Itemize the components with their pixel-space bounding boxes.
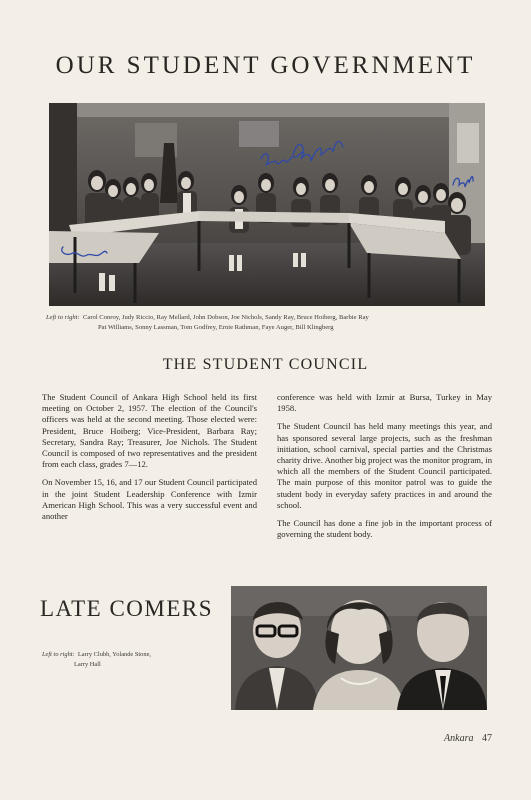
student-council-photo [49, 103, 485, 306]
section-heading: THE STUDENT COUNCIL [162, 356, 369, 373]
publication-name: Ankara [444, 733, 474, 744]
council-photo-caption [46, 313, 491, 333]
caption-names-line-1: Carol Conroy, Judy Riccio, Ray Mellard, John Dobson, Joe Nichols, Sandy Ray, Bruce Hoiberg, Barbie Ray [83, 314, 369, 321]
page-footer [0, 733, 492, 744]
caption-names-line-2: Pat Williams, Sonny Lassman, Tom Godfrey, Ernie Rathman, Faye Auger, Bill Klingberg [98, 324, 334, 331]
caption-lead: Left to right: [42, 651, 75, 658]
paragraph: conference was held with Izmir at Bursa, Turkey in May 1958. [277, 392, 492, 414]
paragraph: The Council has done a fine job in the important process of governing the student body. [277, 518, 492, 540]
article-column-left [42, 392, 257, 529]
caption-lead: Left to right: [46, 314, 80, 321]
page-title: OUR STUDENT GOVERNMENT [55, 52, 476, 79]
caption-names-line-2: Larry Hall [74, 661, 101, 668]
latecomers-photo [231, 586, 487, 710]
paragraph: On November 15, 16, and 17 our Student Council participated in the joint Student Leadership Conference with Izmir American High School. This was a very successful event and another [42, 477, 257, 522]
latecomers-heading: LATE COMERS [40, 596, 214, 621]
article-column-right [277, 392, 492, 547]
caption-names-line-1: Larry Clubb, Yolande Stone, [77, 651, 152, 658]
page-number: 47 [482, 733, 492, 744]
paragraph: The Student Council of Ankara High School held its first meeting on October 2, 1957. The election of the Council's officers was held at the second meeting. Those elected were: President, Bruce Hoiberg; Vice-President, Barbara Ray; Secretary, Sandra Ray; Treasurer, Joe Nichols. The Student Council is composed of two representatives and the president from each class, grades 7—12. [42, 392, 257, 470]
latecomers-caption [42, 650, 227, 670]
paragraph: The Student Council has held many meetings this year, and has sponsored several large projects, such as the freshman initiation, school carnival, special parties and the Christmas charity drive. Another big project was the monitor program, in which all the members of the Student Council participated. The main purpose of this monitor patrol was to guide the student body in everyday safety practices in and around the school. [277, 421, 492, 510]
